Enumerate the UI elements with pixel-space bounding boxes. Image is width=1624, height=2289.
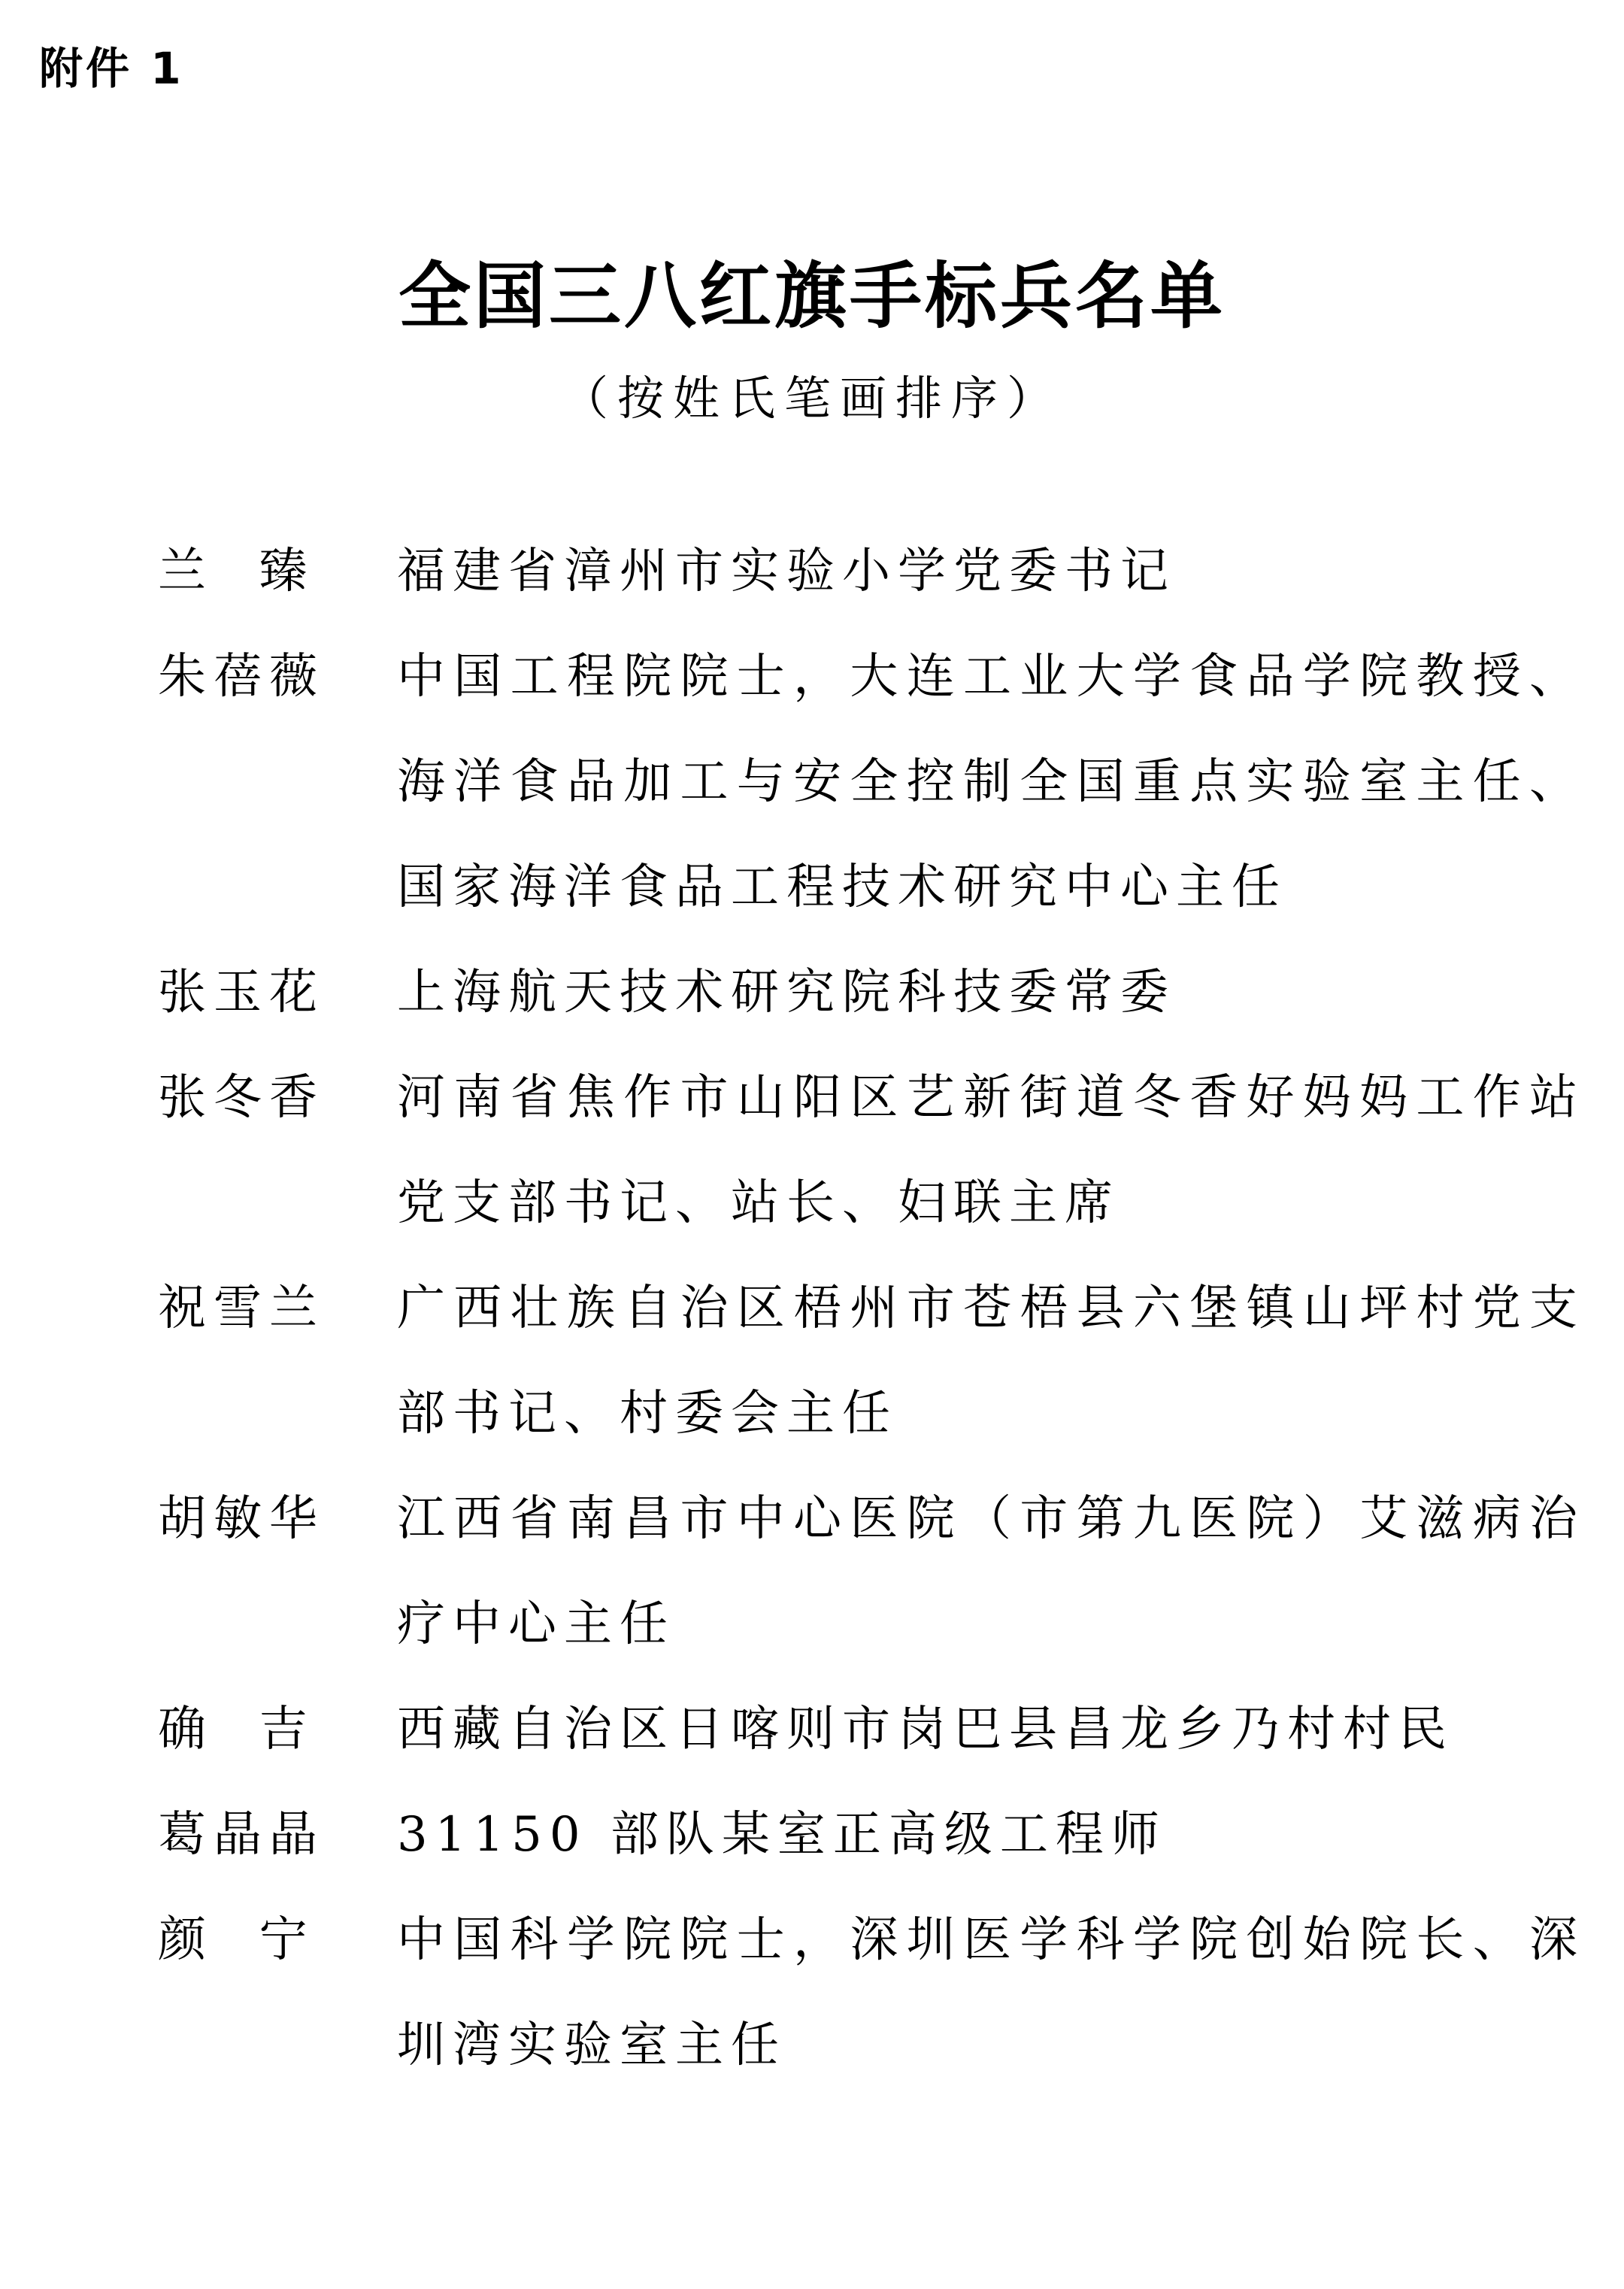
- honoree-description: 西藏自治区日喀则市岗巴县昌龙乡乃村村民: [397, 1702, 1454, 1757]
- honoree-name: 张冬香: [158, 1070, 325, 1126]
- list-item: [158, 519, 1586, 624]
- attachment-label: 附件 1: [39, 43, 184, 94]
- document-subtitle: （按姓氏笔画排序）: [561, 371, 1062, 426]
- honoree-name: 颜 宁: [158, 1912, 315, 1968]
- honoree-name: 确 吉: [158, 1702, 315, 1757]
- honoree-description: 上海航天技术研究院科技委常委: [397, 965, 1176, 1020]
- honoree-description: 福建省漳州市实验小学党委书记: [397, 544, 1176, 599]
- list-item: [158, 624, 1586, 940]
- honoree-name: 葛晶晶: [158, 1807, 325, 1863]
- honoree-description: 广西壮族自治区梧州市苍梧县六堡镇山坪村党支部书记、村委会主任: [397, 1281, 1585, 1442]
- honoree-description: 中国工程院院士，大连工业大学食品学院教授、海洋食品加工与安全控制全国重点实验室主任、国家海洋食品工程技术研究中心主任: [397, 649, 1585, 915]
- honoree-name: 祝雪兰: [158, 1281, 325, 1336]
- honoree-name: 朱蓓薇: [158, 649, 325, 705]
- list-item: [158, 1887, 1586, 2098]
- list-item: [158, 1782, 1586, 1887]
- document-title: 全国三八红旗手标兵名单: [398, 253, 1226, 338]
- list-item: [158, 940, 1586, 1045]
- honoree-description: 中国科学院院士，深圳医学科学院创始院长、深圳湾实验室主任: [397, 1912, 1585, 2073]
- honoree-name: 兰 臻: [158, 544, 315, 599]
- honoree-name: 张玉花: [158, 965, 325, 1020]
- honoree-description: 河南省焦作市山阳区艺新街道冬香好妈妈工作站党支部书记、站长、妇联主席: [397, 1070, 1585, 1231]
- list-item: [158, 1677, 1586, 1782]
- honoree-description: 31150 部队某室正高级工程师: [397, 1807, 1167, 1863]
- honoree-description: 江西省南昌市中心医院（市第九医院）艾滋病治疗中心主任: [397, 1491, 1585, 1652]
- list-item: [158, 1045, 1586, 1256]
- list-item: [158, 1256, 1586, 1466]
- honoree-list: [158, 519, 1586, 2098]
- honoree-name: 胡敏华: [158, 1491, 325, 1547]
- list-item: [158, 1466, 1586, 1677]
